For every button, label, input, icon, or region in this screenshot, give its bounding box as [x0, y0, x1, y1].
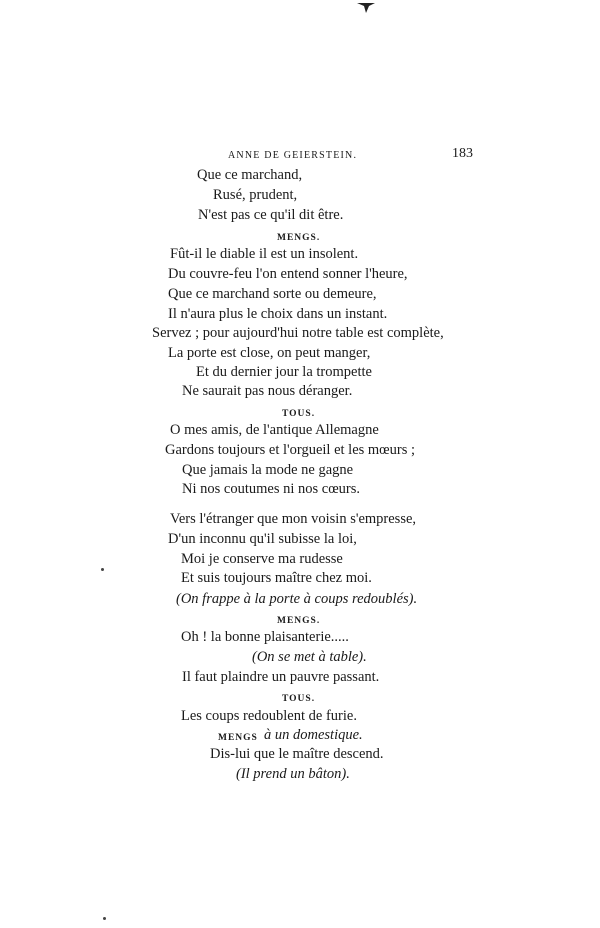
speaker-name: TOUS.: [282, 409, 316, 419]
verse-line: Moi je conserve ma rudesse: [181, 551, 343, 567]
stage-direction: (On se met à table).: [252, 649, 367, 665]
running-title: ANNE DE GEIERSTEIN.: [228, 150, 358, 161]
verse-line: Il faut plaindre un pauvre passant.: [182, 669, 380, 685]
verse-line: Que ce marchand sorte ou demeure,: [168, 286, 377, 302]
binding-mark-icon: [355, 0, 377, 14]
verse-line: Dis-lui que le maître descend.: [210, 746, 384, 762]
verse-line: Du couvre-feu l'on entend sonner l'heure,: [168, 266, 408, 282]
verse-line: Servez ; pour aujourd'hui notre table est complète,: [152, 325, 444, 341]
speaker-name: MENGS.: [277, 616, 321, 626]
verse-line: Et du dernier jour la trompette: [196, 364, 372, 380]
verse-line: Vers l'étranger que mon voisin s'empresse,: [170, 511, 417, 527]
verse-line: Fût-il le diable il est un insolent.: [170, 246, 359, 262]
verse-line: Il n'aura plus le choix dans un instant.: [168, 306, 388, 322]
verse-line: Et suis toujours maître chez moi.: [181, 570, 372, 586]
print-speck: [101, 568, 104, 571]
speaker-name: MENGS: [218, 733, 258, 743]
verse-line: D'un inconnu qu'il subisse la loi,: [168, 531, 357, 547]
stage-direction: à un domestique.: [264, 727, 363, 743]
verse-line: Que ce marchand,: [197, 167, 303, 183]
speaker-name: TOUS.: [282, 694, 316, 704]
verse-line: La porte est close, on peut manger,: [168, 345, 371, 361]
print-speck: [103, 917, 106, 920]
verse-line: O mes amis, de l'antique Allemagne: [170, 422, 379, 438]
speaker-name: MENGS.: [277, 233, 321, 243]
verse-line: Ne saurait pas nous déranger.: [182, 383, 353, 399]
verse-line: Oh ! la bonne plaisanterie.....: [181, 629, 349, 645]
verse-line: Les coups redoublent de furie.: [181, 708, 357, 724]
verse-line: Gardons toujours et l'orgueil et les mœurs ;: [165, 442, 416, 458]
verse-line: N'est pas ce qu'il dit être.: [198, 207, 344, 223]
page-number: 183: [452, 146, 473, 161]
stage-direction: (Il prend un bâton).: [236, 766, 350, 782]
verse-line: Que jamais la mode ne gagne: [182, 462, 354, 478]
verse-line: Ni nos coutumes ni nos cœurs.: [182, 481, 361, 497]
stage-direction: (On frappe à la porte à coups redoublés).: [176, 591, 418, 607]
verse-line: Rusé, prudent,: [213, 187, 298, 203]
